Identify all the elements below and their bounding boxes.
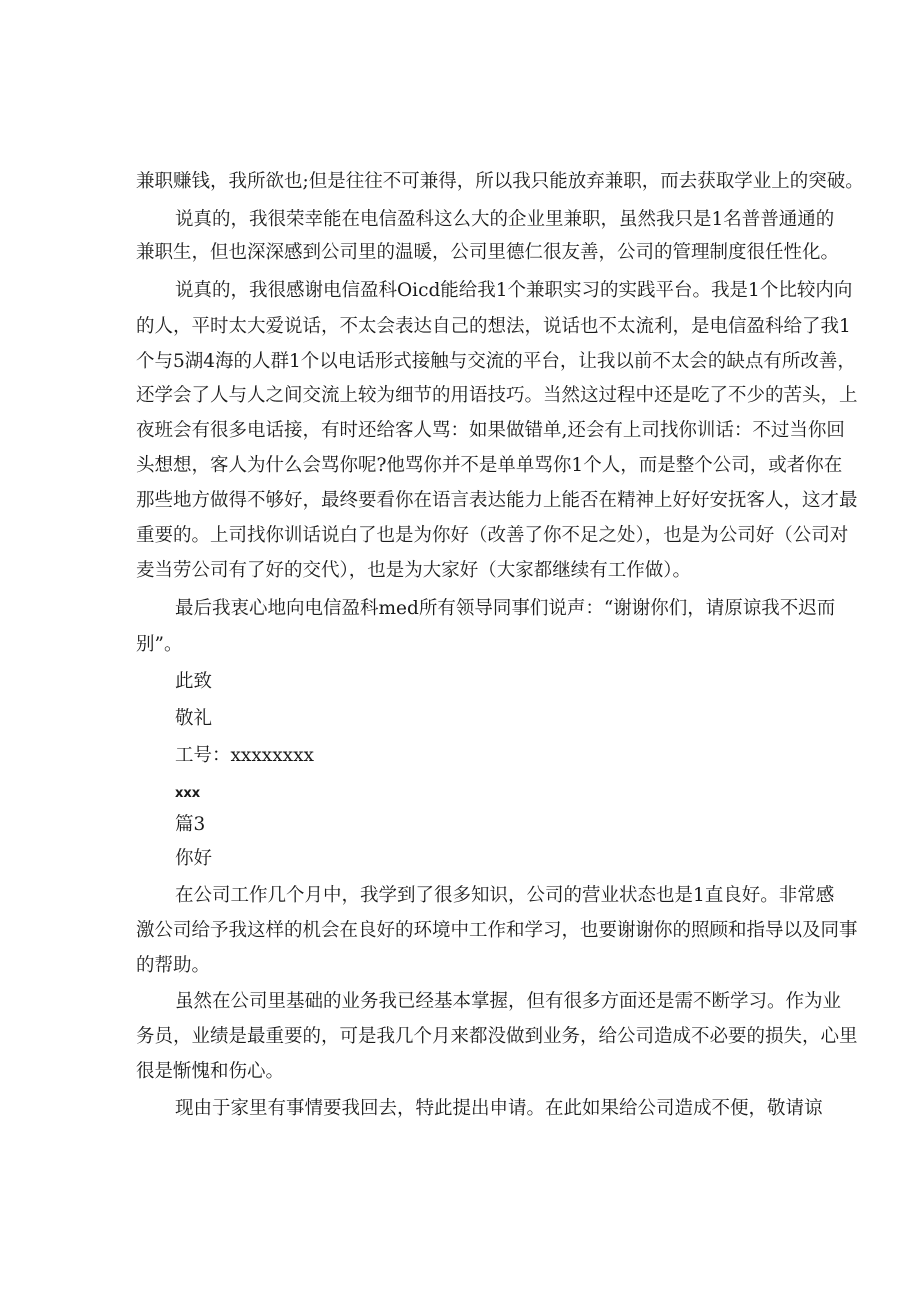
text-line: 那些地方做得不够好，最终要看你在语言表达能力上能否在精神上好好安抚客人，这才最 <box>136 490 858 511</box>
text-line: 在公司工作几个月中，我学到了很多知识，公司的营业状态也是1直良好。非常感 <box>175 885 835 906</box>
text-line: 兼职赚钱，我所欲也;但是往往不可兼得，所以我只能放弃兼职，而去获取学业上的突破。 <box>136 171 864 192</box>
text-line: 兼职生，但也深深感到公司里的温暖，公司里德仁很友善，公司的管理制度很任性化。 <box>136 242 840 263</box>
signature-name: xxx <box>175 786 201 801</box>
closing-regards: 敬礼 <box>175 708 213 729</box>
closing-salutation: 此致 <box>175 671 213 692</box>
text-line: 夜班会有很多电话接，有时还给客人骂：如果做错单,还会有上司找你训话：不过当你回 <box>136 420 845 441</box>
section-heading: 篇3 <box>175 814 206 835</box>
text-line: 麦当劳公司有了好的交代），也是为大家好（大家都继续有工作做）。 <box>136 560 692 581</box>
text-line: 现由于家里有事情要我回去，特此提出申请。在此如果给公司造成不便，敬请谅 <box>175 1098 823 1119</box>
text-line: 最后我衷心地向电信盈科med所有领导同事们说声：“谢谢你们，请原谅我不迟而 <box>175 598 836 619</box>
text-line: 别”。 <box>136 634 183 655</box>
text-line: 虽然在公司里基础的业务我已经基本掌握，但有很多方面还是需不断学习。作为业 <box>175 991 842 1012</box>
greeting: 你好 <box>175 848 213 869</box>
text-line: 个与5湖4海的人群1个以电话形式接触与交流的平台，让我以前不太会的缺点有所改善， <box>136 351 856 372</box>
text-line: 重要的。上司找你训话说白了也是为你好（改善了你不足之处），也是为公司好（公司对 <box>136 525 849 546</box>
text-line: 的帮助。 <box>136 955 211 976</box>
text-line: 还学会了人与人之间交流上较为细节的用语技巧。当然这过程中还是吃了不少的苦头，上 <box>136 385 858 406</box>
employee-id: 工号：xxxxxxxx <box>175 745 314 766</box>
text-line: 务员，业绩是最重要的，可是我几个月来都没做到业务，给公司造成不必要的损失，心里 <box>136 1026 858 1047</box>
text-line: 激公司给予我这样的机会在良好的环境中工作和学习，也要谢谢你的照顾和指导以及同事 <box>136 920 858 941</box>
text-line: 头想想，客人为什么会骂你呢?他骂你并不是单单骂你1个人，而是整个公司，或者你在 <box>136 455 843 476</box>
text-line: 说真的，我很荣幸能在电信盈科这么大的企业里兼职，虽然我只是1名普普通通的 <box>175 209 835 230</box>
text-line: 很是惭愧和伤心。 <box>136 1061 285 1082</box>
text-line: 说真的，我很感谢电信盈科Oicd能给我1个兼职实习的实践平台。我是1个比较内向 <box>175 280 853 301</box>
text-line: 的人，平时太大爱说话，不太会表达自己的想法，说话也不太流利，是电信盈科给了我1 <box>136 316 851 337</box>
